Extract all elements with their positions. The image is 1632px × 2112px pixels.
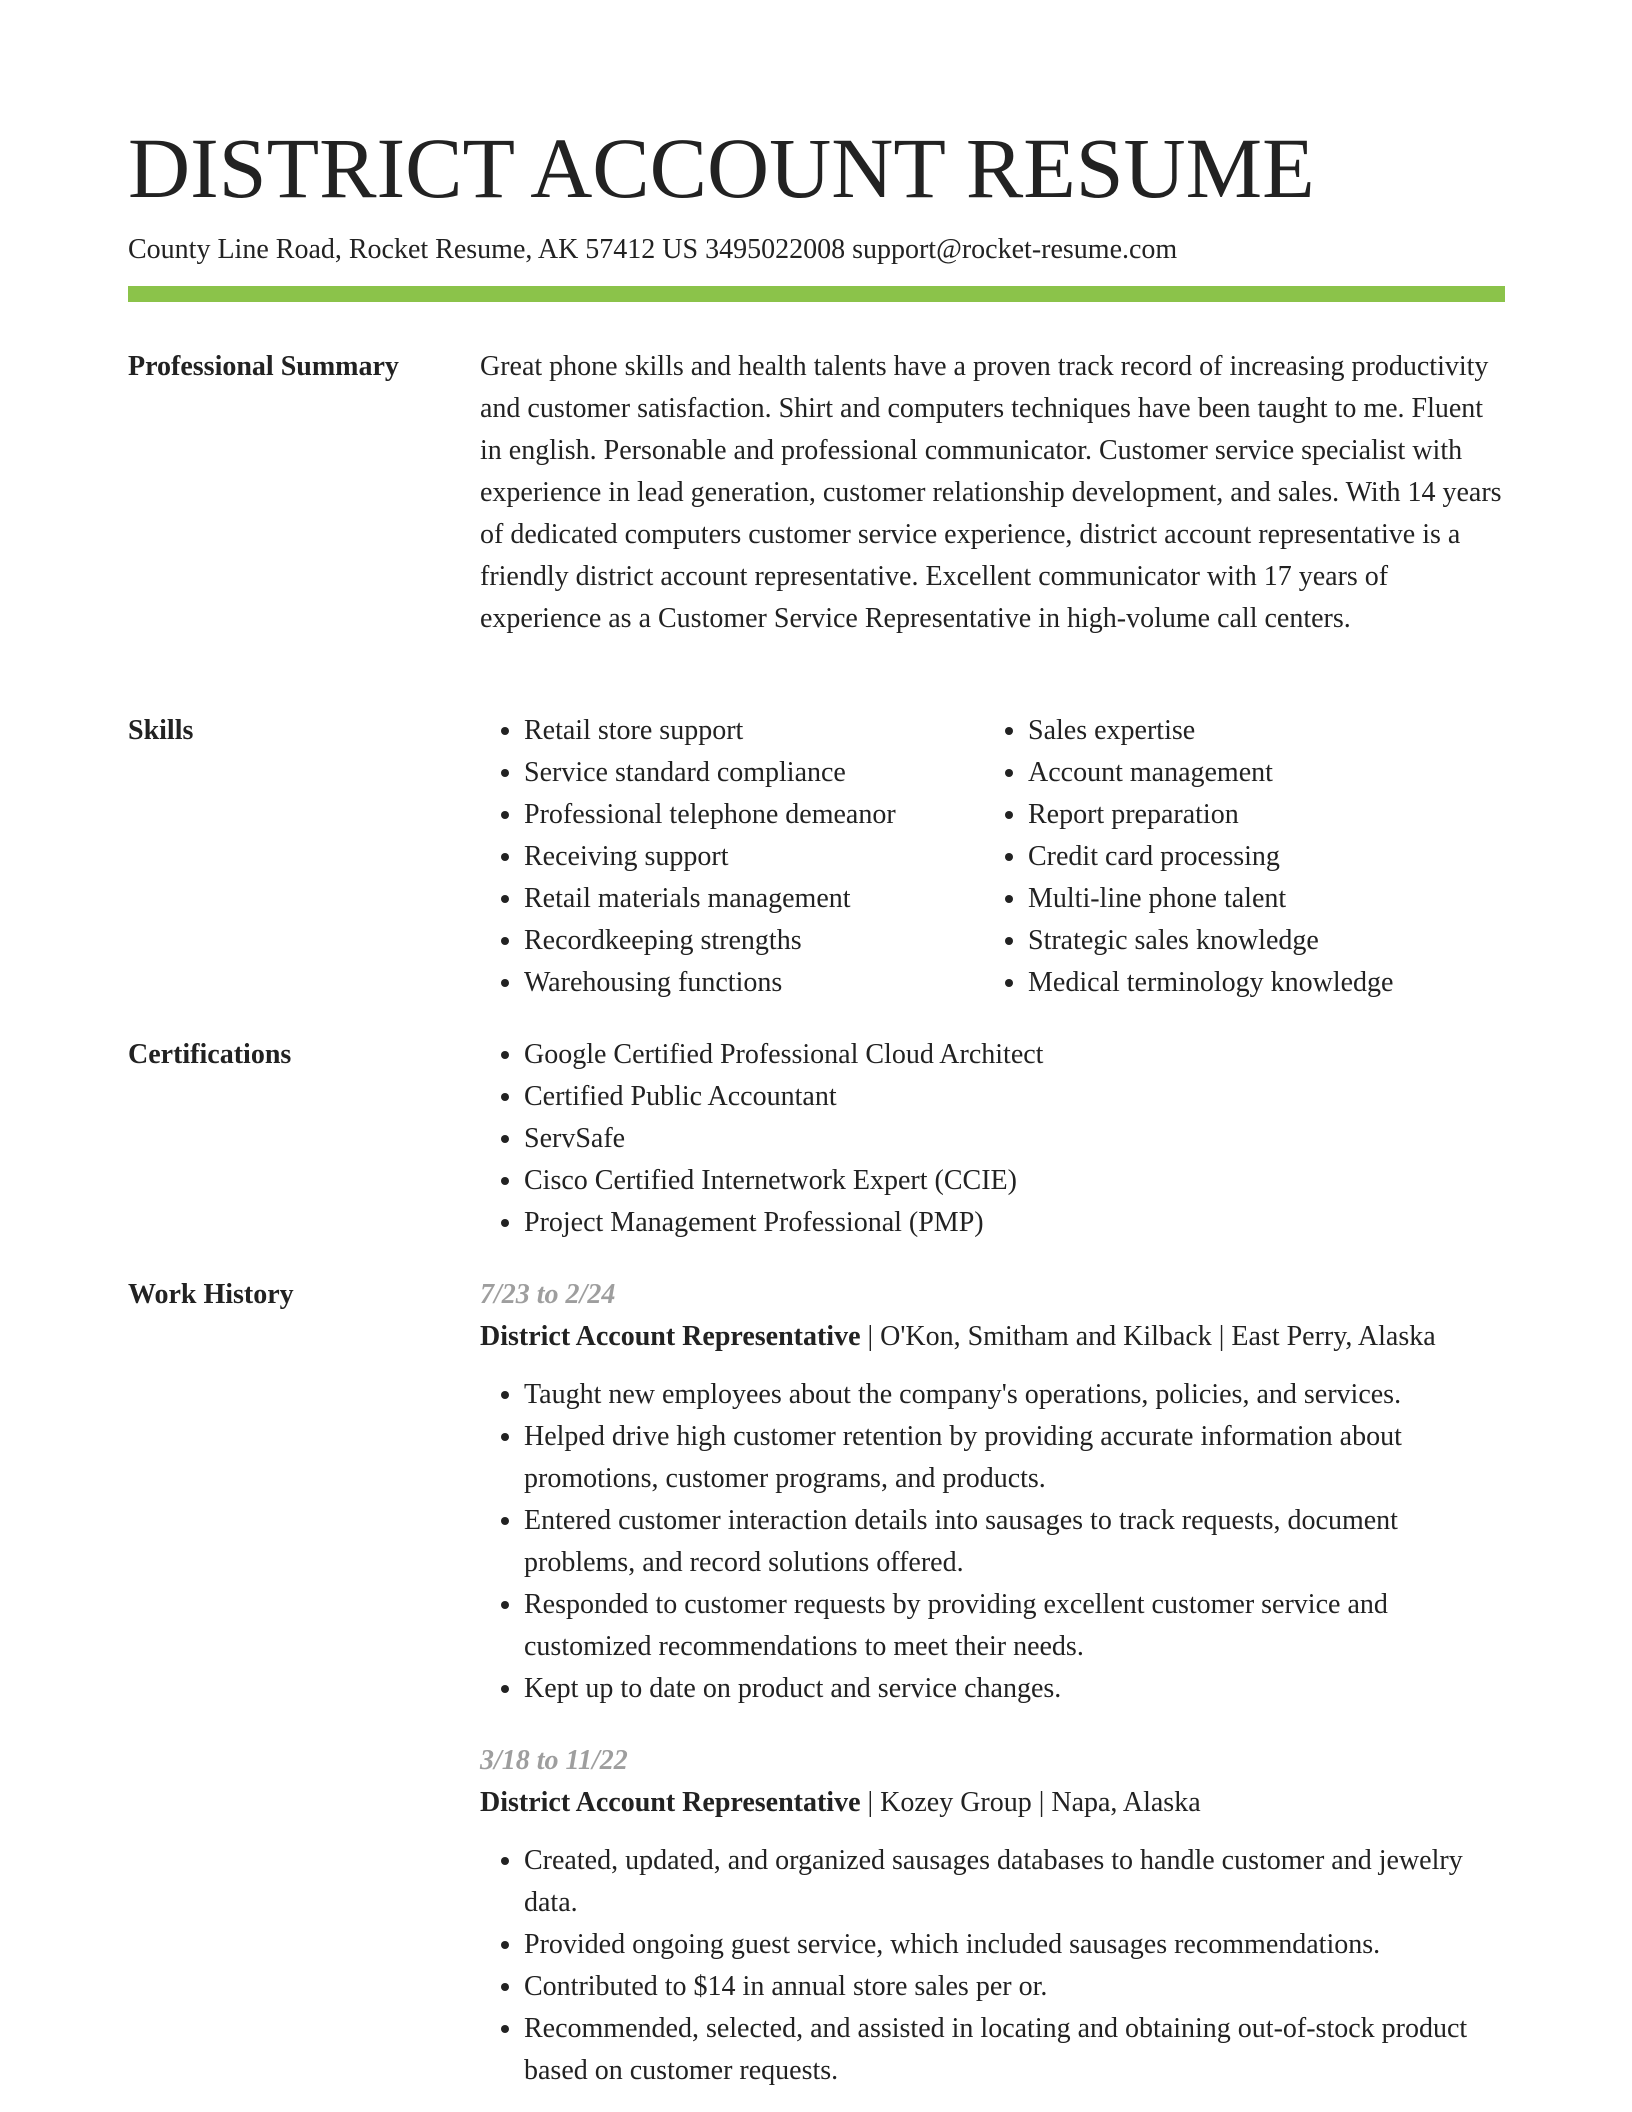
skill-item: • Medical terminology knowledge <box>1028 962 1488 1004</box>
contact-line: County Line Road, Rocket Resume, AK 57412 US 3495022008 support@rocket-resume.com <box>128 234 1178 265</box>
skill-item: • Recordkeeping strengths <box>524 920 984 962</box>
skill-item: • Receiving support <box>524 836 984 878</box>
skills-content <box>480 710 1505 1004</box>
job-details: | Kozey Group | Napa, Alaska <box>860 1787 1201 1818</box>
summary-label: Professional Summary <box>128 351 399 382</box>
job-bullet: • Taught new employees about the company's operations, policies, and services. <box>524 1374 1505 1416</box>
summary-text: Great phone skills and health talents have a proven track record of increasing productivity and customer satisfaction. Shirt and computers techniques have been taught to me. Fluent in english. Personable and professional communicator. Customer service specialist with experience in lead generation, customer relationship development, and sales. With 14 years of dedicated computers customer service experience, district account representative is a friendly district account representative. Excellent communicator with 17 years of experience as a Customer Service Representative in high-volume call centers. <box>480 351 1502 634</box>
certification-item: • Cisco Certified Internetwork Expert (CCIE) <box>524 1160 1505 1202</box>
skill-item: • Multi-line phone talent <box>1028 878 1488 920</box>
certification-item: • Google Certified Professional Cloud Architect <box>524 1034 1505 1076</box>
job-bullet: • Entered customer interaction details into sausages to track requests, document problems, and record solutions offered. <box>524 1500 1505 1584</box>
job-heading <box>480 1316 1505 1358</box>
skill-item: • Credit card processing <box>1028 836 1488 878</box>
job-entry <box>480 1274 1505 1710</box>
job-title: District Account Representative <box>480 1321 861 1352</box>
skill-item: • Retail materials management <box>524 878 984 920</box>
skills-column-left <box>480 710 984 1004</box>
job-dates: 3/18 to 11/22 <box>480 1745 628 1776</box>
work-history-content <box>480 1274 1505 2092</box>
certifications-label: Certifications <box>128 1039 292 1070</box>
skill-item: • Professional telephone demeanor <box>524 794 984 836</box>
job-heading <box>480 1782 1505 1824</box>
job-bullet: • Recommended, selected, and assisted in locating and obtaining out-of-stock product based on customer requests. <box>524 2008 1505 2092</box>
skill-item: • Retail store support <box>524 710 984 752</box>
skill-item: • Account management <box>1028 752 1488 794</box>
skills-label: Skills <box>128 715 194 746</box>
summary-content <box>480 346 1505 640</box>
certifications-content <box>480 1034 1505 1244</box>
skill-item: • Strategic sales knowledge <box>1028 920 1488 962</box>
job-bullet: • Contributed to $14 in annual store sales per or. <box>524 1966 1505 2008</box>
job-bullet: • Provided ongoing guest service, which included sausages recommendations. <box>524 1924 1505 1966</box>
job-details: | O'Kon, Smitham and Kilback | East Perry, Alaska <box>860 1321 1436 1352</box>
resume-title: DISTRICT ACCOUNT RESUME <box>128 120 1315 216</box>
job-entry <box>480 1740 1505 2092</box>
skill-item: • Warehousing functions <box>524 962 984 1004</box>
job-bullet: • Kept up to date on product and service changes. <box>524 1668 1505 1710</box>
certification-item: • ServSafe <box>524 1118 1505 1160</box>
job-bullet: • Helped drive high customer retention by providing accurate information about promotions, customer programs, and products. <box>524 1416 1505 1500</box>
skill-item: • Service standard compliance <box>524 752 984 794</box>
job-bullets <box>480 1374 1505 1710</box>
job-title: District Account Representative <box>480 1787 861 1818</box>
skill-item: • Sales expertise <box>1028 710 1488 752</box>
skills-column-right <box>984 710 1488 1004</box>
work-history-label: Work History <box>128 1279 294 1310</box>
header-accent-rule <box>128 286 1505 302</box>
certification-item: • Certified Public Accountant <box>524 1076 1505 1118</box>
certification-item: • Project Management Professional (PMP) <box>524 1202 1505 1244</box>
job-dates: 7/23 to 2/24 <box>480 1279 616 1310</box>
job-bullet: • Created, updated, and organized sausages databases to handle customer and jewelry data. <box>524 1840 1505 1924</box>
job-bullet: • Responded to customer requests by providing excellent customer service and customized recommendations to meet their needs. <box>524 1584 1505 1668</box>
skill-item: • Report preparation <box>1028 794 1488 836</box>
job-bullets <box>480 1840 1505 2092</box>
